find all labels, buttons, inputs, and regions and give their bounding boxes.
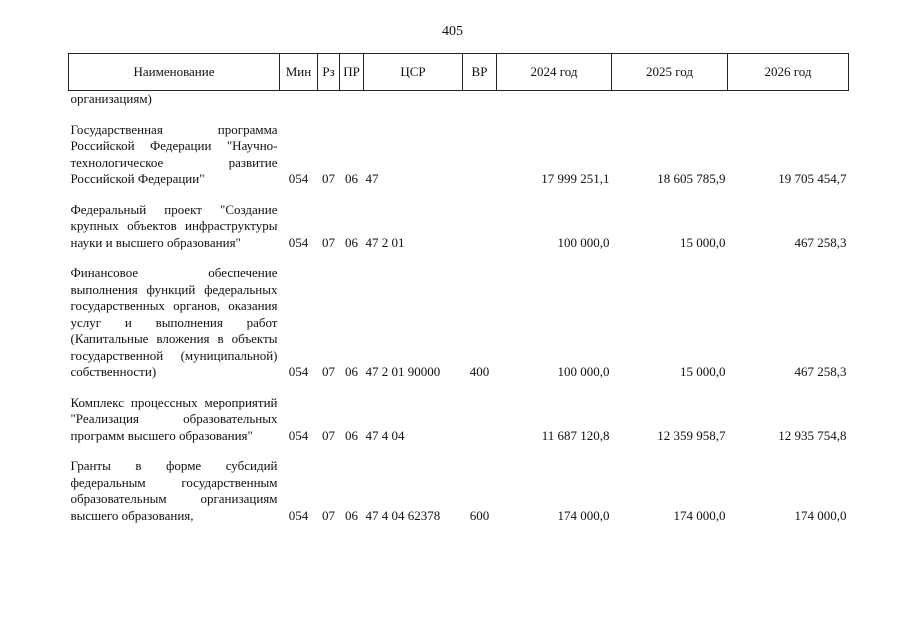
table-row bbox=[69, 251, 849, 381]
row-2024: 100 000,0 bbox=[557, 234, 610, 250]
row-2024: 100 000,0 bbox=[557, 364, 610, 379]
row-2025: 15 000,0 bbox=[680, 234, 726, 250]
table-row-continued bbox=[69, 91, 849, 108]
row-2026: 174 000,0 bbox=[794, 507, 847, 523]
row-vr: 600 bbox=[469, 507, 490, 523]
header-vr: ВР bbox=[463, 54, 497, 91]
table-row bbox=[69, 381, 849, 445]
row-csr: 47 4 04 62378 bbox=[365, 507, 441, 523]
table-row bbox=[69, 188, 849, 252]
header-2024: 2024 год bbox=[497, 54, 612, 91]
row-name: Финансовое обеспечение выполнения функций федеральных государственных органов, оказания услуг и выполнения работ (Капитальные вложения в объекты государственной (муниципальной) собственности) bbox=[70, 265, 278, 379]
row-min: 054 bbox=[288, 234, 309, 250]
row-2024: 17 999 251,1 bbox=[541, 171, 610, 186]
row-vr bbox=[463, 108, 497, 188]
row-min: 054 bbox=[288, 427, 309, 443]
row-2025: 18 605 785,9 bbox=[657, 171, 726, 186]
row-min: 054 bbox=[288, 171, 309, 186]
table-body bbox=[69, 91, 849, 525]
row-2025: 12 359 958,7 bbox=[657, 427, 726, 443]
header-2026: 2026 год bbox=[728, 54, 849, 91]
row-csr: 47 bbox=[365, 171, 379, 186]
row-2026: 467 258,3 bbox=[794, 234, 847, 250]
row-rz: 07 bbox=[322, 171, 335, 186]
row-vr bbox=[463, 381, 497, 445]
continued-text: организациям) bbox=[70, 91, 152, 106]
table-row bbox=[69, 444, 849, 524]
row-2026: 12 935 754,8 bbox=[778, 427, 847, 443]
row-rz: 07 bbox=[322, 364, 335, 379]
row-2024: 174 000,0 bbox=[557, 507, 610, 523]
row-rz: 07 bbox=[322, 427, 335, 443]
row-name: Гранты в форме субсидий федеральным государственным образовательным организациям высшего образования, bbox=[70, 458, 278, 523]
row-rz: 07 bbox=[322, 234, 335, 250]
header-csr: ЦСР bbox=[364, 54, 463, 91]
row-2026: 19 705 454,7 bbox=[778, 171, 847, 186]
row-2025: 174 000,0 bbox=[673, 507, 726, 523]
row-name: Комплекс процессных мероприятий "Реализация образовательных программ высшего образования" bbox=[70, 394, 278, 443]
row-pr: 06 bbox=[345, 507, 358, 523]
row-pr: 06 bbox=[345, 427, 358, 443]
row-2026: 467 258,3 bbox=[794, 364, 847, 379]
table-header bbox=[69, 54, 849, 91]
row-csr: 47 2 01 bbox=[365, 234, 405, 250]
header-min: Мин bbox=[280, 54, 318, 91]
row-vr: 400 bbox=[469, 364, 490, 379]
row-vr bbox=[463, 188, 497, 252]
page-number: 405 bbox=[442, 24, 463, 39]
row-csr: 47 2 01 90000 bbox=[365, 364, 441, 379]
row-pr: 06 bbox=[345, 364, 358, 379]
header-2025: 2025 год bbox=[612, 54, 728, 91]
row-2025: 15 000,0 bbox=[680, 364, 726, 379]
budget-table bbox=[68, 53, 849, 524]
header-name: Наименование bbox=[69, 54, 280, 91]
row-min: 054 bbox=[288, 364, 309, 379]
row-name: Федеральный проект "Создание крупных объектов инфраструктуры науки и высшего образования" bbox=[70, 201, 278, 250]
row-csr: 47 4 04 bbox=[365, 427, 405, 443]
row-rz: 07 bbox=[322, 507, 335, 523]
row-pr: 06 bbox=[345, 234, 358, 250]
header-rz: Рз bbox=[318, 54, 340, 91]
row-pr: 06 bbox=[345, 171, 358, 186]
row-min: 054 bbox=[288, 507, 309, 523]
table-row bbox=[69, 108, 849, 188]
row-name: Государственная программа Российской Федерации "Научно-технологическое развитие Российской Федерации" bbox=[70, 121, 278, 186]
header-pr: ПР bbox=[340, 54, 364, 91]
row-2024: 11 687 120,8 bbox=[541, 427, 610, 443]
